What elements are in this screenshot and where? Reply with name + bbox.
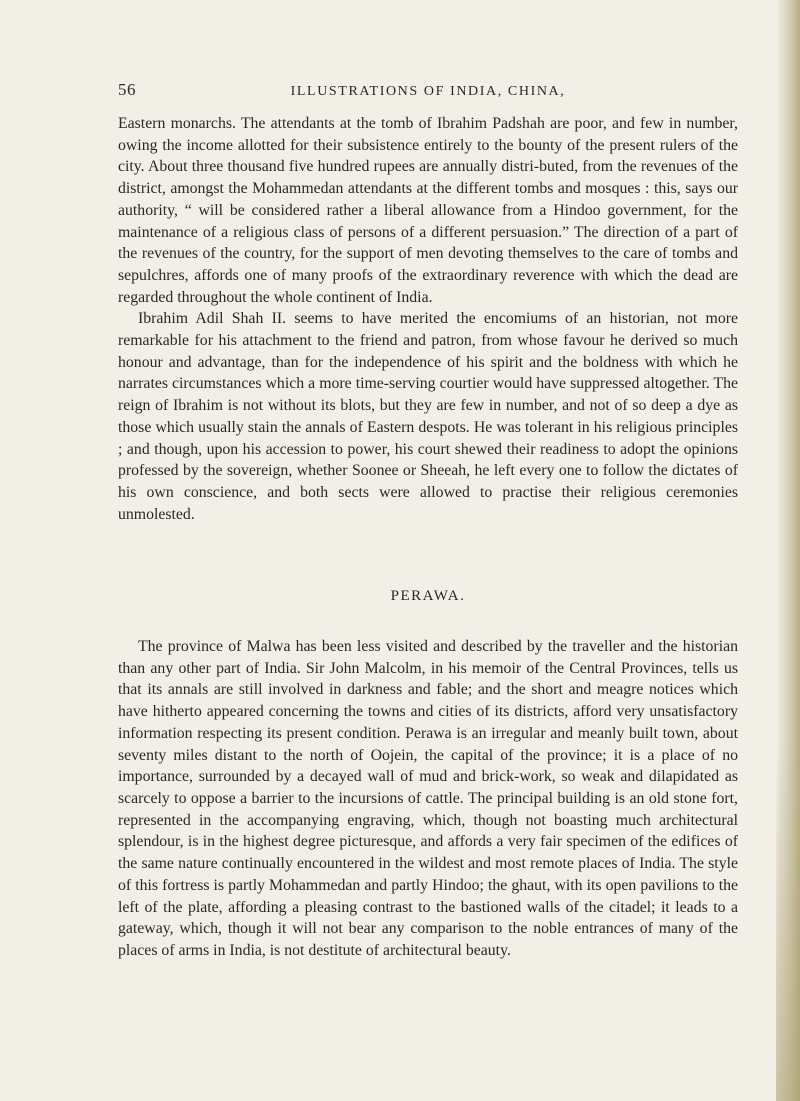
paragraph: Ibrahim Adil Shah II. seems to have merited the encomiums of an historian, not more remarkable for his attachment to the friend and patron, from whose favour he derived so much honour and advantage, than for the independence of his spirit and the boldness with which he narrates circumstances which a more time-serving courtier would have suppressed altogether. The reign of Ibrahim is not without its blots, but they are few in number, and not of so deep a dye as those which usually stain the annals of Eastern despots. He was tolerant in his religious principles ; and though, upon his accession to power, his court shewed their readiness to adopt the opinions professed by the sovereign, whether Soonee or Sheeah, he left every one to follow the dictates of his own conscience, and both sects were allowed to practise their religious ceremonies unmolested. (118, 310, 738, 523)
section-heading: PERAWA. (390, 588, 466, 605)
page-edge-stain (776, 741, 800, 1101)
running-head: ILLUSTRATIONS OF INDIA, CHINA, (290, 84, 566, 99)
page-number: 56 (118, 80, 136, 99)
paragraph: The province of Malwa has been less visited and described by the traveller and the historian than any other part of India. Sir John Malcolm, in his memoir of the Central Provinces, tells us that its annals are still involved in darkness and fable; and the short and meagre notices which have hitherto appeared concerning the towns and cities of its districts, afford very unsatisfactory information respecting its present condition. Perawa is an irregular and meanly built town, about seventy miles distant to the north of Oojein, the capital of the province; it is a place of no importance, surrounded by a decayed wall of mud and brick-work, so weak and dilapidated as scarcely to oppose a barrier to the incursions of cattle. The principal building is an old stone fort, represented in the accompanying engraving, which, though not boasting much architectural splendour, is in the highest degree picturesque, and affords a very fair specimen of the edifices of the same nature continually encountered in the wildest and most remote places of India. The style of this fortress is partly Mohammedan and partly Hindoo; the ghaut, with its open pavilions to the left of the plate, affording a pleasing contrast to the bastioned walls of the citadel; it leads to a gateway, which, though it will not bear any comparison to the noble entrances of many of the places of arms in India, is not destitute of architectural beauty. (118, 638, 738, 959)
body-text (118, 113, 738, 962)
page-header (118, 80, 738, 108)
paragraph: Eastern monarchs. The attendants at the tomb of Ibrahim Padshah are poor, and few in number, owing the income allotted for their subsistence entirely to the bounty of the present rulers of the city. About three thousand five hundred rupees are annually distri-buted, from the revenues of the district, amongst the Mohammedan attendants at the different tombs and mosques : this, says our authority, “ will be considered rather a liberal allowance from a Hindoo government, for the maintenance of a religious class of persons of a different persuasion.” The direction of a part of the revenues of the country, for the support of men devoting themselves to the care of tombs and sepulchres, affords one of many proofs of the extraordinary reverence with which the dead are regarded throughout the whole continent of India. (118, 115, 738, 306)
